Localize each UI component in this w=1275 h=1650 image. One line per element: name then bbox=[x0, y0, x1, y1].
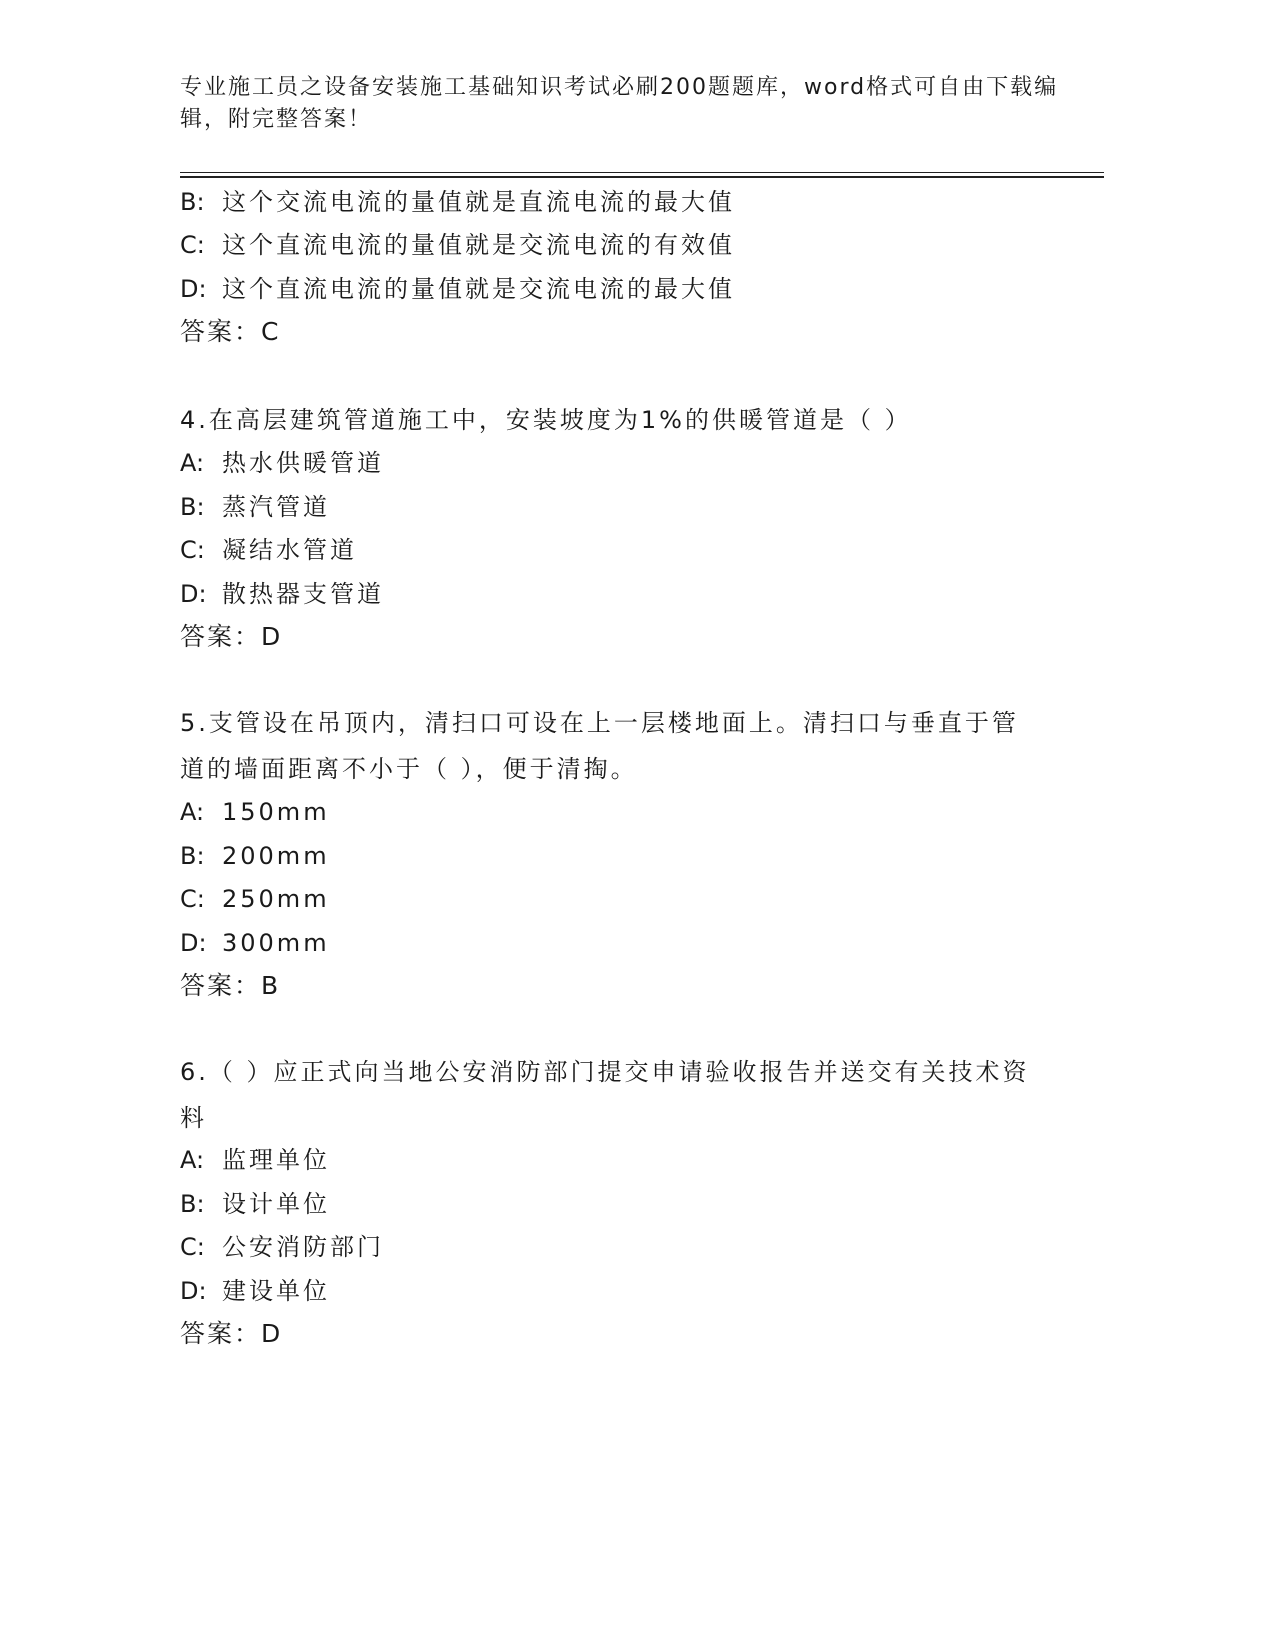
option-letter: D: bbox=[180, 275, 207, 303]
q4-option-d bbox=[180, 578, 384, 610]
option-text: 300mm bbox=[222, 929, 330, 957]
option-letter: A: bbox=[180, 1146, 205, 1174]
q4-stem: 4.在高层建筑管道施工中，安装坡度为1%的供暖管道是（ ） bbox=[180, 406, 912, 434]
option-letter: C: bbox=[180, 885, 205, 913]
q6-option-a bbox=[180, 1144, 330, 1176]
q6-stem: 6.（ ）应正式向当地公安消防部门提交申请验收报告并送交有关技术资料 bbox=[180, 1058, 1030, 1132]
header-divider-top bbox=[180, 172, 1104, 173]
q3-option-d bbox=[180, 273, 735, 305]
q6-answer bbox=[180, 1318, 282, 1350]
option-text: 公安消防部门 bbox=[222, 1233, 384, 1261]
option-text: 这个直流电流的量值就是交流电流的最大值 bbox=[222, 275, 735, 303]
q5-stem: 5.支管设在吊顶内，清扫口可设在上一层楼地面上。清扫口与垂直于管道的墙面距离不小于（ ），便于清掏。 bbox=[180, 709, 1019, 783]
answer-value: D bbox=[261, 622, 283, 651]
option-text: 设计单位 bbox=[222, 1190, 330, 1218]
option-letter: B: bbox=[180, 188, 205, 216]
option-text: 这个交流电流的量值就是直流电流的最大值 bbox=[222, 188, 735, 216]
q3-option-b bbox=[180, 186, 735, 218]
q4-option-a bbox=[180, 447, 384, 479]
q4-answer bbox=[180, 621, 282, 653]
option-letter: C: bbox=[180, 231, 205, 259]
option-text: 这个直流电流的量值就是交流电流的有效值 bbox=[222, 231, 735, 259]
option-letter: B: bbox=[180, 493, 205, 521]
option-text: 散热器支管道 bbox=[222, 580, 384, 608]
answer-label: 答案： bbox=[180, 971, 262, 1000]
option-text: 凝结水管道 bbox=[222, 536, 357, 564]
q6-option-d bbox=[180, 1275, 330, 1307]
answer-label: 答案： bbox=[180, 1319, 262, 1348]
q4-option-b bbox=[180, 491, 330, 523]
option-text: 200mm bbox=[222, 842, 330, 870]
q4-option-c bbox=[180, 534, 357, 566]
option-text: 150mm bbox=[222, 798, 330, 826]
option-text: 热水供暖管道 bbox=[222, 449, 384, 477]
q6-option-b bbox=[180, 1188, 330, 1220]
q5-option-a bbox=[180, 796, 330, 828]
option-letter: B: bbox=[180, 1190, 205, 1218]
page-title: 专业施工员之设备安装施工基础知识考试必刷200题题库，word格式可自由下载编辑，附完整答案！ bbox=[180, 75, 1059, 132]
answer-label: 答案： bbox=[180, 622, 262, 651]
option-letter: A: bbox=[180, 449, 205, 477]
option-text: 监理单位 bbox=[222, 1146, 330, 1174]
option-letter: A: bbox=[180, 798, 205, 826]
option-text: 蒸汽管道 bbox=[222, 493, 330, 521]
answer-label: 答案： bbox=[180, 317, 262, 346]
header-divider-bottom bbox=[180, 176, 1104, 178]
option-letter: C: bbox=[180, 536, 205, 564]
option-text: 250mm bbox=[222, 885, 330, 913]
option-letter: B: bbox=[180, 842, 205, 870]
q3-option-c bbox=[180, 229, 735, 261]
option-letter: D: bbox=[180, 1277, 207, 1305]
option-letter: D: bbox=[180, 580, 207, 608]
answer-value: C bbox=[261, 317, 281, 346]
answer-value: B bbox=[261, 971, 281, 1000]
q3-answer bbox=[180, 316, 280, 348]
answer-value: D bbox=[261, 1319, 283, 1348]
option-letter: D: bbox=[180, 929, 207, 957]
q5-option-c bbox=[180, 883, 330, 915]
option-letter: C: bbox=[180, 1233, 205, 1261]
q5-option-b bbox=[180, 840, 330, 872]
option-text: 建设单位 bbox=[222, 1277, 330, 1305]
q5-option-d bbox=[180, 927, 330, 959]
q6-option-c bbox=[180, 1231, 384, 1263]
q5-answer bbox=[180, 970, 280, 1002]
